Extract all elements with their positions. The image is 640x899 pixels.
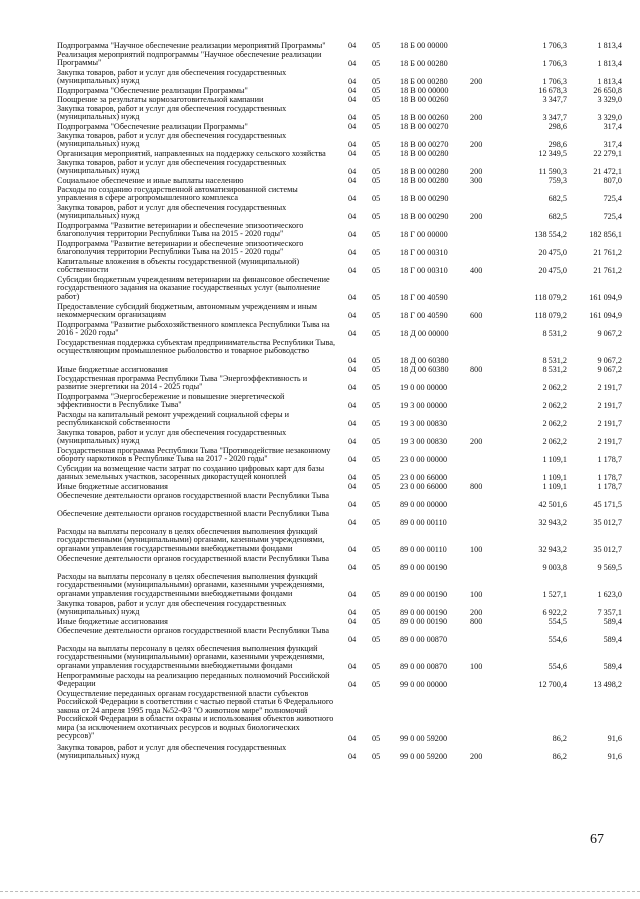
row-cs: 18 Г 00 00310 [400,266,448,275]
row-pr: 05 [372,473,381,482]
table-row [0,339,640,366]
row-name: Закупка товаров, работ и услуг для обеспечения государственных (муниципальных) нужд [57,599,287,617]
row-pr: 05 [372,734,381,743]
table-row [0,744,640,762]
row-name: Государственная программа Республики Тыва "Энергоэффективность и развитие энергетики на 2014 - 2025 годы" [57,374,308,392]
row-rz: 04 [348,95,357,104]
row-cs: 89 0 00 00190 [400,617,448,626]
table-row [0,690,640,744]
table-row [0,627,640,645]
row-y2: 2 191,7 [597,419,622,428]
row-rz: 04 [348,473,357,482]
row-y1: 2 062,2 [542,437,567,446]
row-cs: 18 В 00 00270 [400,122,449,131]
row-y1: 118 079,2 [534,311,567,320]
row-cs: 19 3 00 00830 [400,419,448,428]
row-pr: 05 [372,617,381,626]
row-name: Социальное обеспечение и иные выплаты населению [57,176,244,185]
row-pr: 05 [372,662,381,671]
table-row [0,105,640,123]
row-name: Подпрограмма "Энергосбережение и повышение энергетической эффективности в Республике Тыва" [57,392,285,410]
table-row [0,303,640,321]
row-pr: 05 [372,293,381,302]
row-rz: 04 [348,590,357,599]
row-name: Закупка товаров, работ и услуг для обеспечения государственных (муниципальных) нужд [57,68,287,86]
row-y2: 21 761,2 [593,266,622,275]
row-y2: 725,4 [603,212,622,221]
row-vr: 800 [470,365,483,374]
row-vr: 800 [470,617,483,626]
row-y1: 759,3 [548,176,567,185]
row-y1: 1 109,1 [542,482,567,491]
row-rz: 04 [348,545,357,554]
row-y1: 2 062,2 [542,383,567,392]
row-rz: 04 [348,59,357,68]
row-y2: 9 067,2 [597,329,622,338]
row-y2: 725,4 [603,194,622,203]
row-name: Поощрение за результаты кормозаготовительной кампании [57,95,264,104]
row-y1: 12 349,5 [538,149,567,158]
row-name: Закупка товаров, работ и услуг для обеспечения государственных (муниципальных) нужд [57,428,287,446]
row-cs: 19 3 00 00000 [400,401,448,410]
row-rz: 04 [348,752,357,761]
row-pr: 05 [372,419,381,428]
row-cs: 23 0 00 66000 [400,482,448,491]
row-rz: 04 [348,383,357,392]
row-y2: 91,6 [607,734,622,743]
row-name: Расходы по созданию государственной автоматизированной системы управления в сфере агропромышленного комплекса [57,185,298,203]
row-pr: 05 [372,230,381,239]
row-rz: 04 [348,311,357,320]
table-row [0,159,640,177]
row-rz: 04 [348,635,357,644]
row-y2: 317,4 [603,140,622,149]
row-y2: 21 761,2 [593,248,622,257]
row-rz: 04 [348,293,357,302]
row-rz: 04 [348,401,357,410]
row-name: Иные бюджетные ассигнования [57,482,168,491]
row-name: Закупка товаров, работ и услуг для обеспечения государственных (муниципальных) нужд [57,743,287,761]
row-y1: 32 943,2 [538,518,567,527]
row-y1: 42 501,6 [538,500,567,509]
row-vr: 200 [470,77,483,86]
row-pr: 05 [372,437,381,446]
row-y1: 1 527,1 [542,590,567,599]
row-y2: 317,4 [603,122,622,131]
table-row [0,528,640,555]
table-row [0,429,640,447]
row-y2: 7 357,1 [597,608,622,617]
row-y2: 35 012,7 [593,518,622,527]
row-rz: 04 [348,662,357,671]
row-y1: 554,5 [548,617,567,626]
row-y1: 6 922,2 [542,608,567,617]
table-row [0,393,640,411]
row-y1: 20 475,0 [538,266,567,275]
row-rz: 04 [348,680,357,689]
row-y1: 682,5 [548,212,567,221]
row-cs: 18 В 00 00290 [400,212,449,221]
row-y1: 32 943,2 [538,545,567,554]
row-y1: 1 109,1 [542,473,567,482]
row-y2: 3 329,0 [597,113,622,122]
row-vr: 600 [470,311,483,320]
row-pr: 05 [372,194,381,203]
row-pr: 05 [372,680,381,689]
row-name: Обеспечение деятельности органов государственной власти Республики Тыва [57,554,330,563]
table-row [0,276,640,303]
row-y2: 1 178,7 [597,482,622,491]
row-cs: 18 Д 00 00000 [400,329,449,338]
row-cs: 89 0 00 00870 [400,635,448,644]
row-name: Обеспечение деятельности органов государственной власти Республики Тыва [57,626,330,635]
row-vr: 200 [470,167,483,176]
row-cs: 18 Б 00 00000 [400,41,448,50]
row-cs: 18 Г 00 40590 [400,311,448,320]
table-row [0,672,640,690]
table-row [0,51,640,69]
row-vr: 200 [470,140,483,149]
row-y1: 86,2 [552,734,567,743]
row-rz: 04 [348,122,357,131]
row-pr: 05 [372,455,381,464]
row-pr: 05 [372,545,381,554]
row-y2: 35 012,7 [593,545,622,554]
row-y2: 9 067,2 [597,356,622,365]
page-number: 67 [590,832,604,847]
row-y2: 589,4 [603,662,622,671]
row-y2: 2 191,7 [597,437,622,446]
row-y1: 16 678,3 [538,86,567,95]
row-name: Обеспечение деятельности органов государственной власти Республики Тыва [57,491,330,500]
table-row [0,375,640,393]
row-y2: 1 623,0 [597,590,622,599]
row-cs: 99 0 00 59200 [400,734,448,743]
table-row [0,222,640,240]
row-cs: 89 0 00 00870 [400,662,448,671]
row-name: Подпрограмма "Обеспечение реализации Программы" [57,86,248,95]
row-rz: 04 [348,365,357,374]
row-vr: 200 [470,752,483,761]
row-y1: 2 062,2 [542,401,567,410]
row-rz: 04 [348,167,357,176]
bottom-divider [0,891,640,892]
row-rz: 04 [348,617,357,626]
row-cs: 18 Г 00 00000 [400,230,448,239]
row-y1: 298,6 [548,122,567,131]
row-rz: 04 [348,437,357,446]
row-name: Расходы на капитальный ремонт учреждений социальной сферы и республиканской собственности [57,410,289,428]
row-pr: 05 [372,167,381,176]
table-row [0,69,640,87]
row-pr: 05 [372,266,381,275]
row-y2: 45 171,5 [593,500,622,509]
row-y2: 2 191,7 [597,401,622,410]
row-name: Закупка товаров, работ и услуг для обеспечения государственных (муниципальных) нужд [57,203,287,221]
row-y1: 138 554,2 [534,230,567,239]
row-cs: 23 0 00 00000 [400,455,448,464]
row-vr: 300 [470,176,483,185]
row-rz: 04 [348,419,357,428]
row-name: Подпрограмма "Развитие ветеринарии и обеспечение эпизоотического благополучия территории Республики Тыва на 2015 - 2020 годы" [57,239,304,257]
row-name: Подпрограмма "Научное обеспечение реализации мероприятий Программы" [57,41,326,50]
table-row [0,321,640,339]
row-y1: 118 079,2 [534,293,567,302]
row-pr: 05 [372,752,381,761]
row-name: Субсидии бюджетным учреждениям ветеринарии на финансовое обеспечение государственного задания на оказание государственных услуг (выполнение работ) [57,275,330,301]
row-cs: 89 0 00 00190 [400,563,448,572]
row-rz: 04 [348,86,357,95]
row-cs: 23 0 00 66000 [400,473,448,482]
row-y2: 9 569,5 [597,563,622,572]
row-pr: 05 [372,356,381,365]
row-y1: 682,5 [548,194,567,203]
row-y2: 589,4 [603,617,622,626]
row-vr: 100 [470,590,483,599]
row-rz: 04 [348,149,357,158]
row-cs: 89 0 00 00190 [400,590,448,599]
row-name: Субсидии на возмещение части затрат по созданию цифровых карт для базы данных земельных участков, засоренных дикорастущей коноплей [57,464,325,482]
row-rz: 04 [348,230,357,239]
table-row [0,186,640,204]
table-row [0,411,640,429]
row-pr: 05 [372,77,381,86]
table-row [0,132,640,150]
row-y2: 182 856,1 [589,230,622,239]
row-rz: 04 [348,41,357,50]
row-name: Иные бюджетные ассигнования [57,617,168,626]
table-row [0,492,640,510]
row-rz: 04 [348,356,357,365]
row-cs: 99 0 00 00000 [400,680,448,689]
row-cs: 89 0 00 00110 [400,518,447,527]
row-rz: 04 [348,212,357,221]
row-name: Расходы на выплаты персоналу в целях обеспечения выполнения функций государственными (муниципальными) органами, казенными учреждениями, органами управления государственными внебюджетными фондами [57,644,325,670]
row-y1: 8 531,2 [542,365,567,374]
row-y1: 2 062,2 [542,419,567,428]
row-cs: 18 Д 00 60380 [400,356,449,365]
row-cs: 18 Г 00 00310 [400,248,448,257]
row-name: Государственная программа Республики Тыва "Противодействие незаконному обороту наркотиков в Республике Тыва на 2017 - 2020 годы" [57,446,331,464]
row-y1: 12 700,4 [538,680,567,689]
row-name: Реализация мероприятий подпрограммы "Научное обеспечение реализации Программы" [57,50,322,68]
row-rz: 04 [348,500,357,509]
row-rz: 04 [348,482,357,491]
row-pr: 05 [372,176,381,185]
row-cs: 18 В 00 00280 [400,149,449,158]
row-vr: 200 [470,113,483,122]
row-cs: 18 Б 00 00280 [400,59,448,68]
row-cs: 99 0 00 59200 [400,752,448,761]
row-y1: 1 706,3 [542,77,567,86]
row-vr: 200 [470,608,483,617]
row-pr: 05 [372,329,381,338]
row-cs: 18 В 00 00270 [400,140,449,149]
table-row [0,465,640,483]
row-y1: 86,2 [552,752,567,761]
row-pr: 05 [372,563,381,572]
row-rz: 04 [348,248,357,257]
table-row [0,240,640,258]
row-vr: 100 [470,545,483,554]
row-y1: 1 109,1 [542,455,567,464]
row-rz: 04 [348,266,357,275]
row-cs: 18 В 00 00290 [400,194,449,203]
row-y2: 807,0 [603,176,622,185]
row-pr: 05 [372,41,381,50]
row-vr: 800 [470,482,483,491]
row-y1: 8 531,2 [542,356,567,365]
row-name: Подпрограмма "Развитие рыбохозяйственного комплекса Республики Тыва на 2016 - 2020 годы" [57,320,330,338]
row-name: Расходы на выплаты персоналу в целях обеспечения выполнения функций государственными (муниципальными) органами, казенными учреждениями, органами управления государственными внебюджетными фондами [57,572,325,598]
row-y2: 1 813,4 [597,59,622,68]
row-cs: 89 0 00 00110 [400,545,447,554]
row-pr: 05 [372,500,381,509]
row-pr: 05 [372,482,381,491]
row-cs: 18 Г 00 40590 [400,293,448,302]
row-rz: 04 [348,140,357,149]
row-name: Предоставление субсидий бюджетным, автономным учреждениям и иным некоммерческим организациям [57,302,317,320]
row-pr: 05 [372,212,381,221]
row-rz: 04 [348,734,357,743]
table-row [0,600,640,618]
row-pr: 05 [372,95,381,104]
row-y1: 298,6 [548,140,567,149]
row-cs: 18 Б 00 00280 [400,77,448,86]
row-cs: 89 0 00 00000 [400,500,448,509]
row-y1: 11 590,3 [538,167,567,176]
row-name: Организация мероприятий, направленных на поддержку сельского хозяйства [57,149,326,158]
row-rz: 04 [348,518,357,527]
row-y2: 21 472,1 [593,167,622,176]
row-name: Подпрограмма "Развитие ветеринарии и обеспечение эпизоотического благополучия территории Республики Тыва на 2015 - 2020 годы" [57,221,304,239]
row-name: Осуществление переданных органам государственной власти субъектов Российской Федерации в соответствии с частью первой статьи 6 Федерального закона от 24 апреля 1995 года №52-ФЗ "О животном мире" полномочий Российской Федерации в области охраны и использования объектов животного мира (за исключением охотничьих ресурсов и водных биологических ресурсов)" [57,689,334,741]
row-vr: 200 [470,212,483,221]
row-y2: 26 650,8 [593,86,622,95]
row-pr: 05 [372,311,381,320]
row-y1: 3 347,7 [542,113,567,122]
row-y2: 1 178,7 [597,473,622,482]
row-cs: 18 В 00 00000 [400,86,449,95]
row-name: Иные бюджетные ассигнования [57,365,168,374]
row-cs: 89 0 00 00190 [400,608,448,617]
row-cs: 18 В 00 00260 [400,95,449,104]
row-pr: 05 [372,149,381,158]
row-rz: 04 [348,455,357,464]
row-pr: 05 [372,383,381,392]
row-pr: 05 [372,86,381,95]
row-name: Закупка товаров, работ и услуг для обеспечения государственных (муниципальных) нужд [57,131,287,149]
row-cs: 18 В 00 00280 [400,176,449,185]
row-rz: 04 [348,194,357,203]
row-y1: 554,6 [548,662,567,671]
row-rz: 04 [348,608,357,617]
row-pr: 05 [372,608,381,617]
row-cs: 18 В 00 00280 [400,167,449,176]
row-pr: 05 [372,635,381,644]
row-pr: 05 [372,59,381,68]
table-row [0,510,640,528]
row-y1: 554,6 [548,635,567,644]
row-y1: 1 706,3 [542,41,567,50]
row-name: Закупка товаров, работ и услуг для обеспечения государственных (муниципальных) нужд [57,104,287,122]
row-name: Закупка товаров, работ и услуг для обеспечения государственных (муниципальных) нужд [57,158,287,176]
row-vr: 100 [470,662,483,671]
row-y2: 13 498,2 [593,680,622,689]
table-row [0,447,640,465]
row-rz: 04 [348,176,357,185]
row-name: Непрограммные расходы на реализацию переданных полномочий Российской Федерации [57,671,330,689]
row-vr: 200 [470,437,483,446]
row-y1: 9 003,8 [542,563,567,572]
row-cs: 19 0 00 00000 [400,383,448,392]
table-row [0,204,640,222]
row-y1: 20 475,0 [538,248,567,257]
row-y2: 161 094,9 [589,293,622,302]
row-name: Обеспечение деятельности органов государственной власти Республики Тыва [57,509,330,518]
table-row [0,258,640,276]
row-y2: 1 178,7 [597,455,622,464]
row-y1: 3 347,7 [542,95,567,104]
row-pr: 05 [372,122,381,131]
table-row [0,573,640,600]
table-row [0,645,640,672]
row-y2: 2 191,7 [597,383,622,392]
row-rz: 04 [348,113,357,122]
row-cs: 18 В 00 00260 [400,113,449,122]
row-name: Расходы на выплаты персоналу в целях обеспечения выполнения функций государственными (муниципальными) органами, казенными учреждениями, органами управления государственными внебюджетными фондами [57,527,325,553]
row-pr: 05 [372,140,381,149]
row-pr: 05 [372,248,381,257]
row-name: Государственная поддержка субъектам предпринимательства Республики Тыва, осуществляющим промышленное рыболовство и товарное рыбоводство [57,338,336,356]
row-rz: 04 [348,563,357,572]
row-y2: 1 813,4 [597,41,622,50]
row-pr: 05 [372,518,381,527]
row-rz: 04 [348,329,357,338]
row-y2: 91,6 [607,752,622,761]
row-pr: 05 [372,113,381,122]
row-y2: 161 094,9 [589,311,622,320]
row-pr: 05 [372,401,381,410]
row-pr: 05 [372,590,381,599]
row-y2: 589,4 [603,635,622,644]
row-y1: 1 706,3 [542,59,567,68]
row-name: Подпрограмма "Обеспечение реализации Программы" [57,122,248,131]
row-y1: 8 531,2 [542,329,567,338]
row-vr: 400 [470,266,483,275]
row-name: Капитальные вложения в объекты государственной (муниципальной) собственности [57,257,300,275]
row-pr: 05 [372,365,381,374]
row-cs: 19 3 00 00830 [400,437,448,446]
row-y2: 22 279,1 [593,149,622,158]
row-y2: 9 067,2 [597,365,622,374]
row-y2: 1 813,4 [597,77,622,86]
row-y2: 3 329,0 [597,95,622,104]
row-cs: 18 Д 00 60380 [400,365,449,374]
table-row [0,555,640,573]
row-rz: 04 [348,77,357,86]
